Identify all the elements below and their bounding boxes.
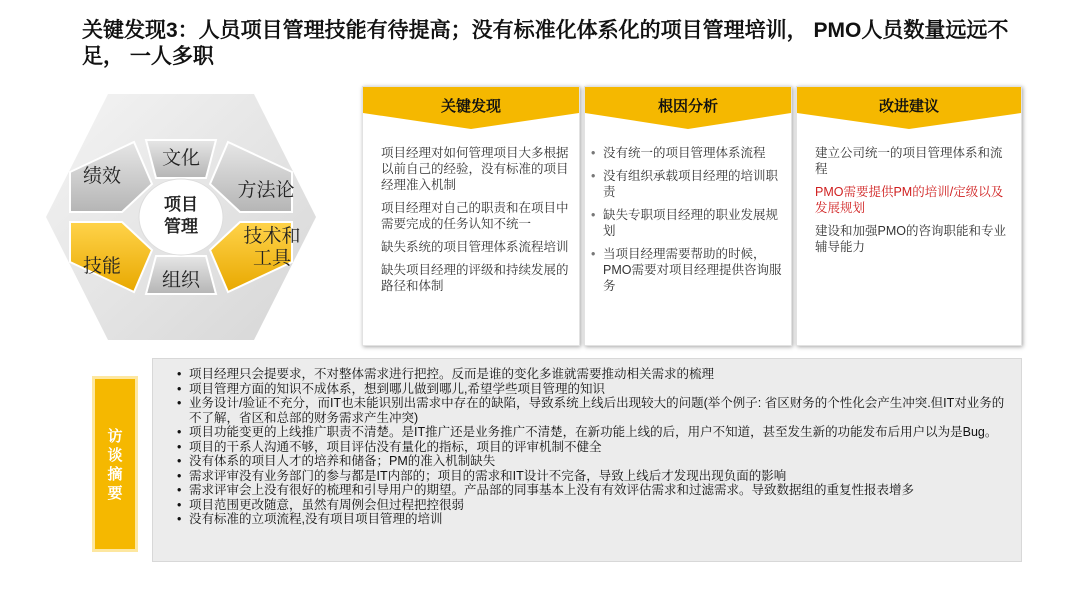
- project-management-wheel: [46, 92, 316, 342]
- list-item: • 缺失专职项目经理的职业发展规划: [595, 207, 783, 239]
- summary-item: • 没有标准的立项流程,没有项目项目管理的培训: [179, 512, 1011, 527]
- summary-item: • 项目范围更改随意，虽然有周例会但过程把控很弱: [179, 498, 1011, 513]
- list-item: • 没有组织承载项目经理的培训职责: [595, 168, 783, 200]
- summary-item: • 没有体系的项目人才的培养和储备；PM的准入机制缺失: [179, 454, 1011, 469]
- interview-label-text: 访 谈 摘 要: [107, 428, 123, 502]
- segment-culture-label: 文化: [161, 148, 201, 169]
- list-item: • 没有统一的项目管理体系流程: [595, 145, 783, 161]
- segment-performance-label: 绩效: [82, 166, 122, 187]
- slide-title: 关键发现3：人员项目管理技能有待提高；没有标准化体系化的项目管理培训， PMO人员数量远远不足， 一人多职: [82, 19, 1009, 68]
- column-recommendations: [796, 86, 1022, 346]
- summary-item: • 需求评审会上没有很好的梳理和引导用户的期望。产品部的同事基本上没有有效评估需求和过滤需求。导致数据组的重复性报表增多: [179, 483, 1011, 498]
- summary-item: • 项目管理方面的知识不成体系，想到哪儿做到哪儿,希望学些项目管理的知识: [179, 382, 1011, 397]
- interview-summary-label: [92, 376, 138, 552]
- interview-summary-box: [152, 358, 1022, 562]
- list-item: 缺失项目经理的评级和持续发展的路径和体制: [381, 263, 569, 293]
- column-key-findings: [362, 86, 580, 346]
- segment-skills-label: 技能: [82, 256, 122, 277]
- list-item: 建设和加强PMO的咨询职能和专业辅导能力: [815, 224, 1006, 254]
- wheel-center-label: 项目管理: [164, 195, 198, 236]
- segment-methodology-label: 方法论: [237, 180, 295, 201]
- summary-item: • 项目的干系人沟通不够，项目评估没有量化的指标，项目的评审机制不健全: [179, 440, 1011, 455]
- segment-tech-tools-label: 技术和工具: [243, 226, 301, 269]
- list-item: • 当项目经理需要帮助的时候，PMO需要对项目经理提供咨询服务: [595, 246, 783, 294]
- list-item: 建立公司统一的项目管理体系和流程: [815, 146, 1003, 176]
- list-item-highlight: PMO需要提供PM的培训/定级以及发展规划: [815, 185, 1004, 215]
- summary-item: • 项目经理只会提要求，不对整体需求进行把控。反而是谁的变化多谁就需要推动相关需求的梳理: [179, 367, 1011, 382]
- column-root-cause: [584, 86, 792, 346]
- column-header: 关键发现: [440, 98, 501, 115]
- list-item: 项目经理对自己的职责和在项目中需要完成的任务认知不统一: [381, 201, 569, 231]
- summary-item: • 业务设计/验证不充分，而IT也未能识别出需求中存在的缺陷，导致系统上线后出现较大的问题(举个例子: 省区财务的个性化会产生冲突.但IT对业务的不了解，省区和总部的财务需求产生冲突): [179, 396, 1011, 425]
- column-header: 根因分析: [657, 98, 718, 115]
- summary-item: • 需求评审没有业务部门的参与都是IT内部的；项目的需求和IT设计不完备，导致上线后才发现出现负面的影响: [179, 469, 1011, 484]
- summary-item: • 项目功能变更的上线推广职责不清楚。是IT推广还是业务推广不清楚，在新功能上线的后，用户不知道，甚至发生新的功能发布后用户以为是Bug。: [179, 425, 1011, 440]
- column-header: 改进建议: [878, 98, 939, 115]
- list-item: 项目经理对如何管理项目大多根据以前自己的经验，没有标准的项目经理准入机制: [381, 146, 569, 192]
- segment-organization-label: 组织: [161, 270, 201, 291]
- list-item: 缺失系统的项目管理体系流程培训: [381, 240, 569, 254]
